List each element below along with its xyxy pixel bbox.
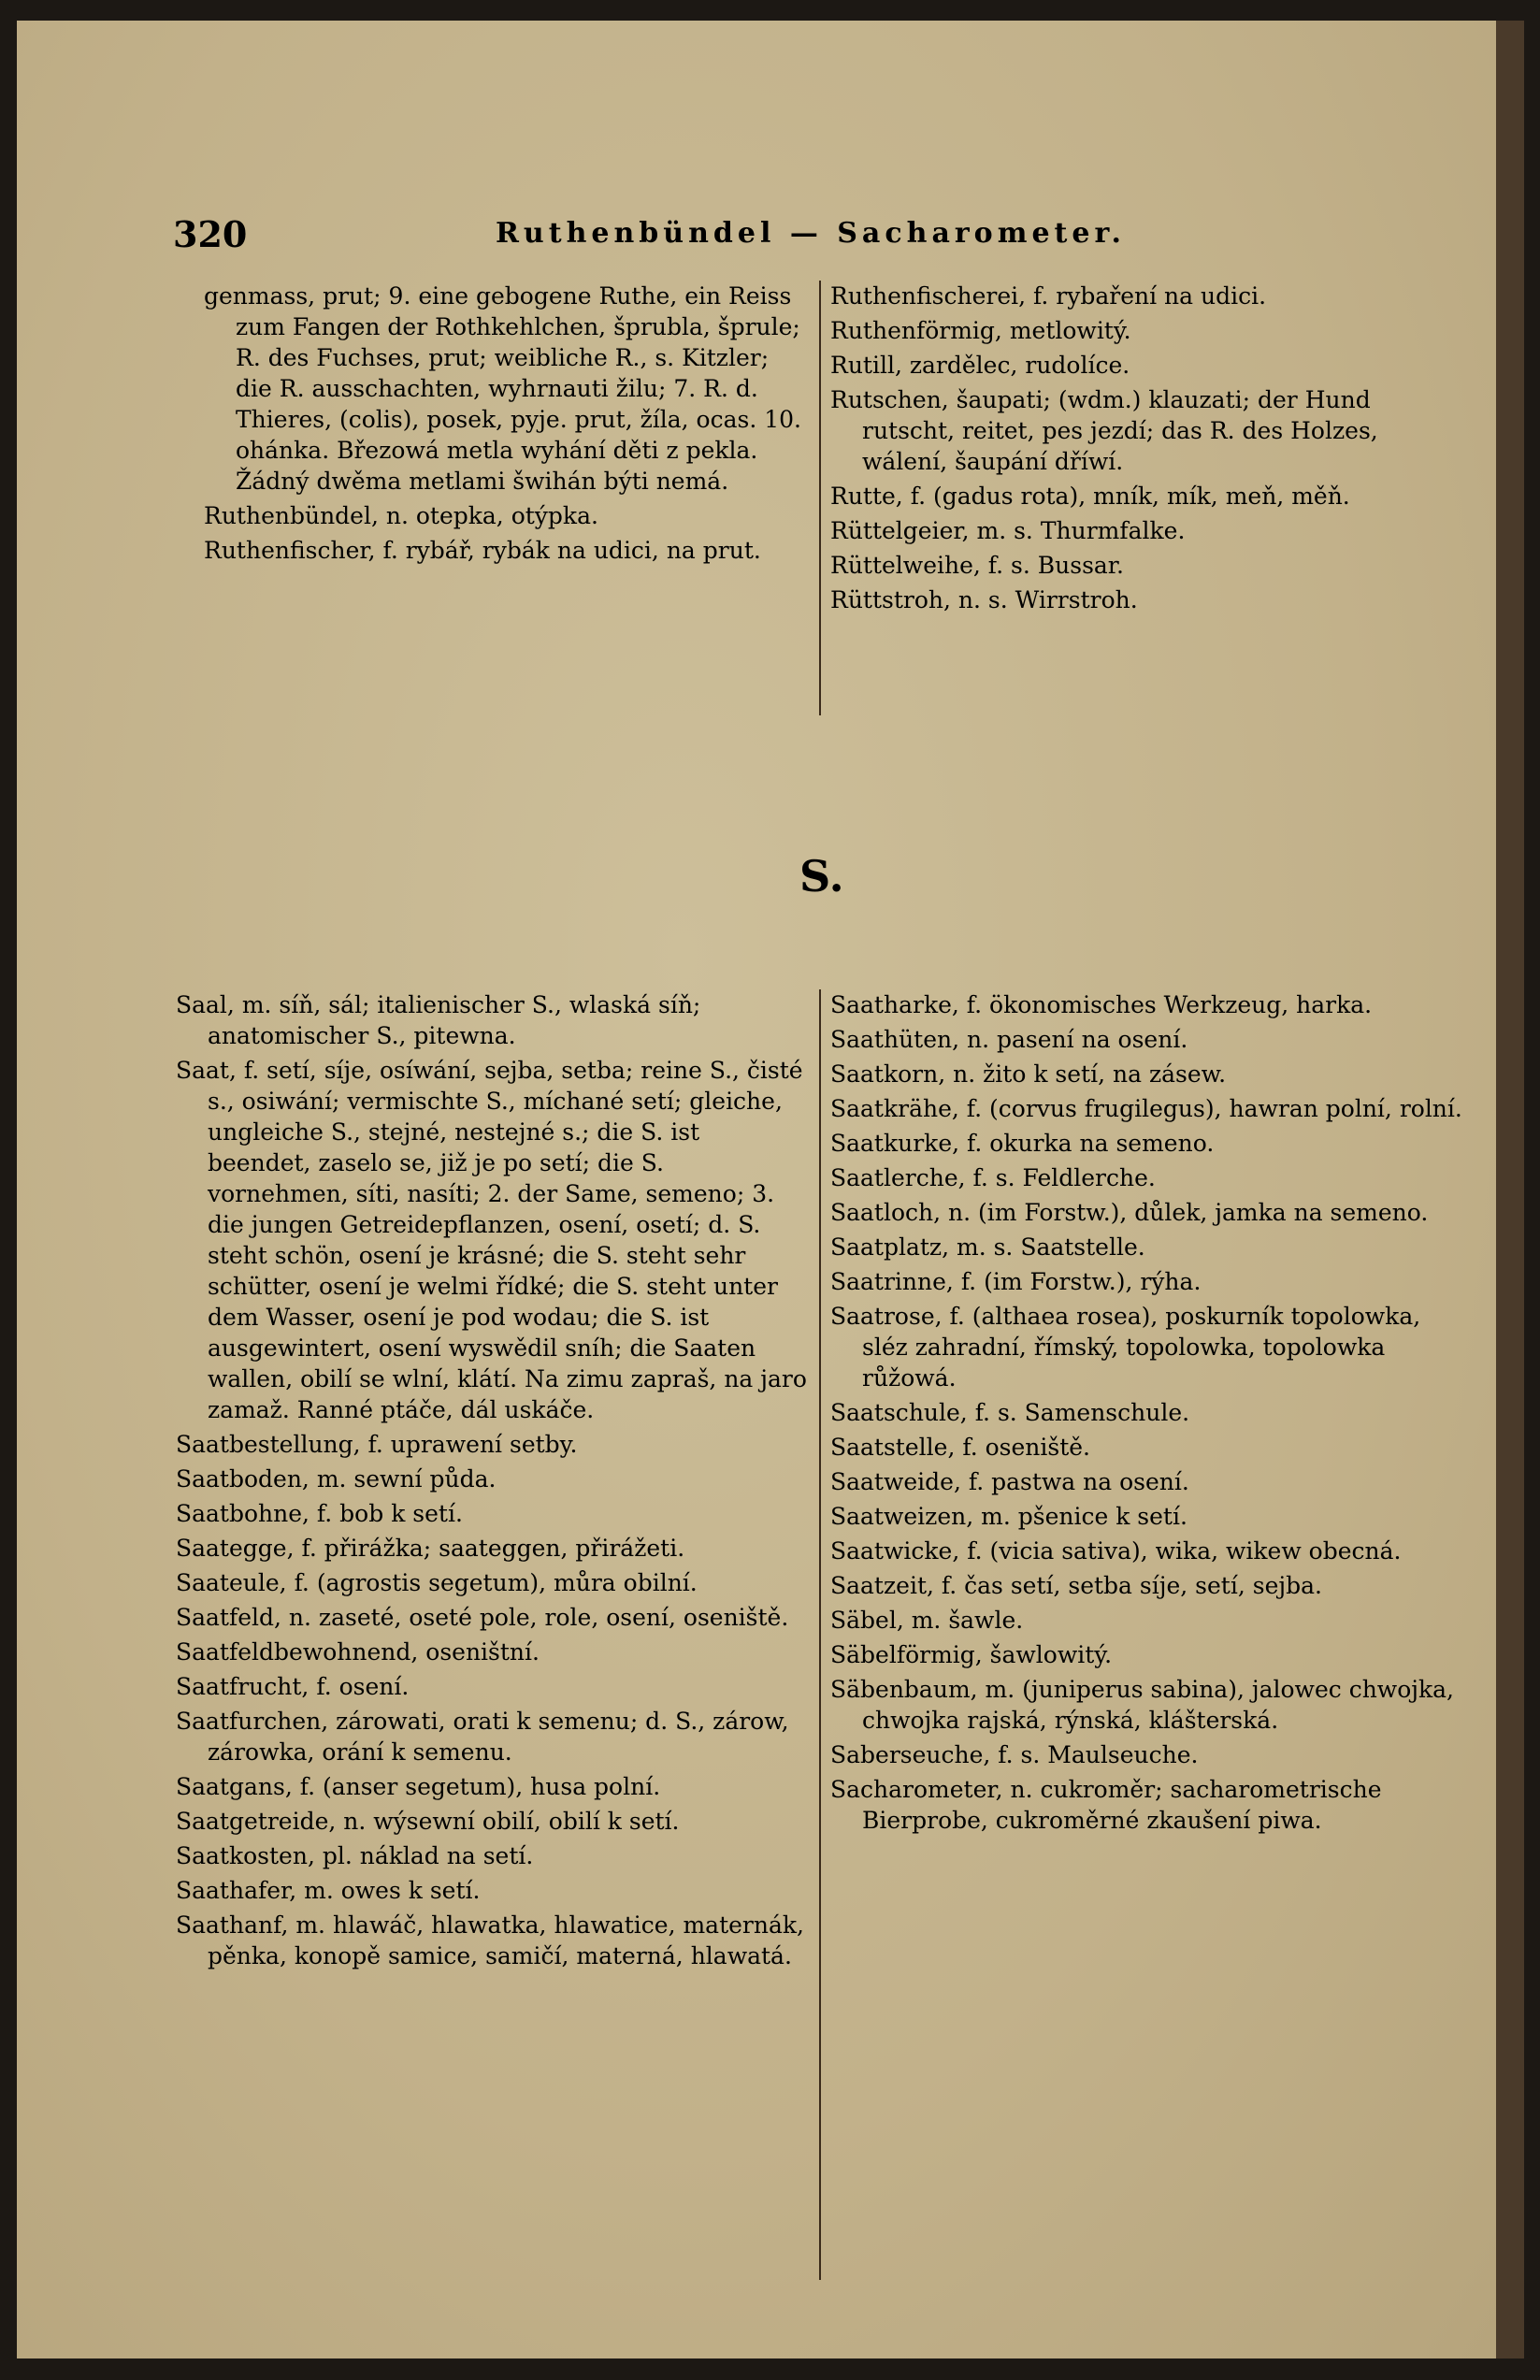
- dictionary-entry: Rutte, f. (gadus rota), mník, mík, meň, měň.: [830, 483, 1350, 510]
- dictionary-entry: Saatbestellung, f. uprawení setby.: [176, 1431, 578, 1458]
- dictionary-entry: Saatrose, f. (althaea rosea), poskurník topolowka, sléz zahradní, římský, topolowka, topolowka růžowá.: [830, 1303, 1421, 1392]
- dictionary-entry: Ruthenbündel, n. otepka, otýpka.: [204, 502, 598, 529]
- dictionary-entry: Saathüten, n. pasení na osení.: [830, 1026, 1188, 1053]
- dictionary-entry: Saatharke, f. ökonomisches Werkzeug, harka.: [830, 991, 1373, 1018]
- page-number: 320: [173, 213, 248, 255]
- dictionary-entry: Ruthenfischer, f. rybář, rybák na udici, na prut.: [204, 537, 761, 564]
- column-divider-bottom: [819, 989, 821, 2280]
- dictionary-entry: Rüttstroh, n. s. Wirrstroh.: [830, 586, 1138, 613]
- dictionary-entry: Saatkurke, f. okurka na semeno.: [830, 1130, 1215, 1157]
- dictionary-entry: Saatgetreide, n. wýsewní obilí, obilí k setí.: [176, 1808, 680, 1835]
- dictionary-entry: Saatkrähe, f. (corvus frugilegus), hawran polní, rolní.: [830, 1095, 1462, 1122]
- dictionary-entry: Sacharometer, n. cukroměr; sacharometrische Bierprobe, cukroměrné zkaušení piwa.: [830, 1776, 1382, 1834]
- dictionary-entry: Saat, f. setí, síje, osíwání, sejba, setba; reine S., čisté s., osiwání; vermischte S., míchané setí; gleiche, ungleiche S., stejné, nestejné s.; die S. ist beendet, zaselo se, již je po setí; die S. vornehmen, síti, nasíti; 2. der Same, semeno; 3. die jungen Getreidepflanzen, osení, osetí; d. S. steht schön, osení je krásné; die S. steht sehr schütter, osení je welmi řídké; die S. steht unter dem Wasser, osení je pod wodau; die S. ist ausgewintert, osení wyswědil sníh; die Saaten wallen, obilí se wlní, klátí. Na zimu zapraš, na jaro zamaž. Ranné ptáče, dál uskáče.: [176, 1057, 807, 1423]
- dictionary-entry: Saatfeld, n. zaseté, oseté pole, role, osení, oseniště.: [176, 1604, 789, 1631]
- dictionary-entry: Saateule, f. (agrostis segetum), můra obilní.: [176, 1569, 698, 1596]
- page-header: [173, 213, 1445, 255]
- dictionary-entry: Saberseuche, f. s. Maulseuche.: [830, 1741, 1199, 1768]
- dictionary-entry: Saatweide, f. pastwa na osení.: [830, 1468, 1189, 1495]
- dictionary-entry: Saatschule, f. s. Samenschule.: [830, 1399, 1190, 1426]
- dictionary-entry: Saatkosten, pl. náklad na setí.: [176, 1842, 534, 1869]
- dictionary-entry: Saatfeldbewohnend, oseništní.: [176, 1638, 540, 1666]
- dictionary-entry: Säbenbaum, m. (juniperus sabina), jalowec chwojka, chwojka rajská, rýnská, klášterská.: [830, 1676, 1455, 1734]
- column-bottom-right: [830, 989, 1466, 1839]
- dictionary-entry: Saathanf, m. hlawáč, hlawatka, hlawatice, maternák, pěnka, konopě samice, samičí, materná, hlawatá.: [176, 1911, 804, 1969]
- dictionary-entry: Saatstelle, f. oseniště.: [830, 1434, 1090, 1461]
- dictionary-entry: Rüttelweihe, f. s. Bussar.: [830, 552, 1124, 579]
- dictionary-entry: Saatzeit, f. čas setí, setba síje, setí, sejba.: [830, 1572, 1322, 1599]
- dictionary-entry: Saal, m. síň, sál; italienischer S., wlaská síň; anatomischer S., pitewna.: [176, 991, 701, 1049]
- dictionary-entry: Säbelförmig, šawlowitý.: [830, 1641, 1113, 1668]
- page-edge: [1496, 21, 1524, 2358]
- dictionary-entry: Rutill, zardělec, rudolíce.: [830, 352, 1130, 379]
- dictionary-entry: Rüttelgeier, m. s. Thurmfalke.: [830, 517, 1186, 544]
- dictionary-entry: Ruthenfischerei, f. rybaření na udici.: [830, 282, 1267, 310]
- running-title: Ruthenbündel — Sacharometer.: [496, 217, 1126, 250]
- dictionary-entry: Ruthenförmig, metlowitý.: [830, 317, 1131, 344]
- dictionary-entry: Saatrinne, f. (im Forstw.), rýha.: [830, 1268, 1202, 1295]
- dictionary-entry: Saatfurchen, zárowati, orati k semenu; d. S., zárow, zárowka, orání k semenu.: [176, 1708, 789, 1766]
- column-top-left: [204, 281, 807, 570]
- dictionary-entry: Saatweizen, m. pšenice k setí.: [830, 1503, 1187, 1530]
- dictionary-entry: Saatplatz, m. s. Saatstelle.: [830, 1233, 1145, 1261]
- dictionary-entry: Saatbohne, f. bob k setí.: [176, 1500, 463, 1527]
- dictionary-entry: Saatkorn, n. žito k setí, na zásew.: [830, 1060, 1227, 1088]
- column-divider-top: [819, 281, 821, 715]
- dictionary-entry: Rutschen, šaupati; (wdm.) klauzati; der Hund rutscht, reitet, pes jezdí; das R. des Holzes, wálení, šaupání dříwí.: [830, 386, 1378, 475]
- dictionary-entry: Saatloch, n. (im Forstw.), důlek, jamka na semeno.: [830, 1199, 1429, 1226]
- dictionary-entry: Saategge, f. přirážka; saateggen, přirážeti.: [176, 1535, 685, 1562]
- dictionary-entry: genmass, prut; 9. eine gebogene Ruthe, ein Reiss zum Fangen der Rothkehlchen, šprubla, šprule; R. des Fuchses, prut; weibliche R., s. Kitzler; die R. ausschachten, wyhrnauti žilu; 7. R. d. Thieres, (colis), posek, pyje. prut, žíla, ocas. 10. ohánka. Březowá metla wyhání děti z pekla. Žádný dwěma metlami šwihán býti nemá.: [204, 282, 801, 495]
- dictionary-entry: Saatwicke, f. (vicia sativa), wika, wikew obecná.: [830, 1537, 1402, 1565]
- dictionary-entry: Saatboden, m. sewní půda.: [176, 1465, 497, 1493]
- column-top-right: [830, 281, 1466, 619]
- column-bottom-left: [176, 989, 807, 1975]
- section-letter: S.: [799, 851, 844, 902]
- dictionary-entry: Säbel, m. šawle.: [830, 1607, 1024, 1634]
- dictionary-entry: Saathafer, m. owes k setí.: [176, 1877, 481, 1904]
- dictionary-entry: Saatlerche, f. s. Feldlerche.: [830, 1164, 1156, 1191]
- dictionary-entry: Saatfrucht, f. osení.: [176, 1673, 410, 1700]
- dictionary-entry: Saatgans, f. (anser segetum), husa polní.: [176, 1773, 661, 1800]
